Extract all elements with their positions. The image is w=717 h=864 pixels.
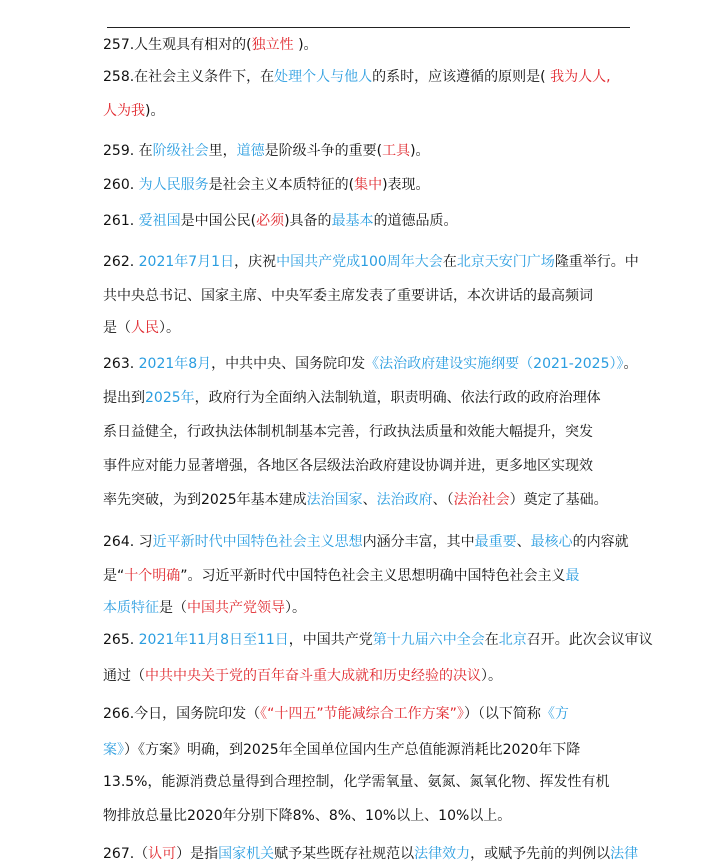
text-segment: )。	[410, 143, 430, 159]
answer-red: 独立性	[251, 37, 294, 53]
answer-red: 工具	[382, 143, 411, 159]
item-line	[103, 318, 648, 338]
answer-red: 中共中央关于党的百年奋斗重大成就和历史经验的决议	[145, 668, 481, 684]
item-line	[103, 422, 648, 442]
text-segment: )具备的	[284, 213, 332, 229]
text-segment: 263.	[103, 356, 139, 372]
text-segment: 是（	[103, 320, 131, 336]
text-segment: 266.今日，国务院印发（	[103, 706, 261, 722]
text-segment: 率先突破，为到2025年基本建成	[103, 492, 307, 508]
keyword-blue: 《法治政府建设实施纲要（2021-2025）》	[365, 356, 624, 372]
text-segment: 264. 习	[103, 534, 153, 550]
text-segment: 。	[623, 356, 638, 372]
text-segment: ”。习近平新时代中国特色社会主义思想明确中国特色社会主义	[180, 568, 566, 584]
text-segment: 在	[442, 254, 457, 270]
text-segment: 的内容就	[572, 534, 629, 550]
keyword-blue: 北京天安门广场	[456, 254, 555, 270]
text-segment: 的系时，应该遵循的原则是(	[372, 69, 546, 85]
text-segment: 里，	[208, 143, 237, 159]
text-segment: ，中国共产党	[288, 632, 373, 648]
text-segment: 隆重举行。中	[554, 254, 639, 270]
item-line	[103, 704, 648, 724]
text-segment: ）《方案》明确，到2025年全国单位国内生产总值能源消耗比2020年下降	[124, 742, 581, 758]
text-segment: ，中共中央、国务院印发	[211, 356, 366, 372]
keyword-blue: 2021年7月1日	[138, 254, 235, 270]
text-segment: )。	[145, 103, 165, 119]
answer-red: 人为我	[103, 103, 145, 119]
answer-red: 我为人人,	[545, 69, 611, 85]
keyword-blue: 法治政府	[376, 492, 433, 508]
top-rule	[107, 27, 630, 28]
keyword-blue: 最	[565, 568, 580, 584]
text-segment: 267.（	[103, 846, 149, 862]
keyword-blue: 最基本	[331, 213, 374, 229]
item-line	[103, 630, 653, 650]
keyword-blue: 最重要	[474, 534, 517, 550]
text-segment: 260.	[103, 177, 139, 193]
text-segment: 257.人生观具有相对的(	[103, 37, 252, 53]
item-line	[103, 740, 648, 760]
text-segment: 、	[362, 492, 377, 508]
text-segment: ）（以下简称	[463, 706, 541, 722]
item-line	[103, 354, 648, 374]
keyword-blue: 阶级社会	[152, 143, 209, 159]
text-segment: 是阶级斗争的重要(	[264, 143, 383, 159]
text-segment: ，或赋予先前的判例以	[470, 846, 611, 862]
keyword-blue: 处理个人与他人	[274, 69, 373, 85]
text-segment: 的道德品质。	[373, 213, 458, 229]
item-line	[103, 67, 648, 87]
text-segment: 是社会主义本质特征的(	[208, 177, 355, 193]
keyword-blue: 最核心	[530, 534, 573, 550]
text-segment: 262.	[103, 254, 139, 270]
item-line	[103, 35, 648, 55]
keyword-blue: 2021年8月	[138, 356, 212, 372]
keyword-blue: 爱祖国	[138, 213, 181, 229]
answer-red: 十个明确	[124, 568, 181, 584]
text-segment: 259. 在	[103, 143, 153, 159]
text-segment: )表现。	[382, 177, 430, 193]
text-segment: ，庆祝	[234, 254, 277, 270]
keyword-blue: 法治国家	[306, 492, 363, 508]
item-line	[103, 456, 648, 476]
item-line	[103, 772, 648, 792]
item-line	[103, 141, 648, 161]
answer-red: 集中	[354, 177, 383, 193]
answer-red: 法治社会	[453, 492, 510, 508]
answer-red: 认可	[148, 846, 177, 862]
text-segment: 系日益健全，行政执法体制机制基本完善，行政执法质量和效能大幅提升，突发	[103, 424, 593, 440]
keyword-blue: 道德	[236, 143, 265, 159]
text-segment: 内涵分丰富，其中	[362, 534, 475, 550]
text-segment: 265.	[103, 632, 139, 648]
text-segment: 通过（	[103, 668, 145, 684]
keyword-blue: 2025年	[145, 390, 195, 406]
keyword-blue: 《方	[540, 706, 569, 722]
text-segment: 是（	[159, 600, 187, 616]
text-segment: 、	[516, 534, 531, 550]
item-line	[103, 175, 648, 195]
answer-red: 《“十四五”节能减综合工作方案”》	[260, 706, 464, 722]
item-line	[103, 666, 648, 686]
keyword-blue: 北京	[498, 632, 527, 648]
item-line	[103, 286, 648, 306]
item-line	[103, 211, 648, 231]
text-segment: 是“	[103, 568, 125, 584]
text-segment: 、（	[432, 492, 454, 508]
keyword-blue: 案》	[103, 742, 124, 758]
text-segment: 提出到	[103, 390, 145, 406]
text-segment: 共中央总书记、国家主席、中央军委主席发表了重要讲话，本次讲话的最高频词	[103, 288, 593, 304]
item-line	[103, 252, 648, 272]
text-segment: 是中国公民(	[180, 213, 257, 229]
text-segment: ）奠定了基础。	[509, 492, 608, 508]
answer-red: 必须	[256, 213, 285, 229]
item-line	[103, 566, 648, 586]
keyword-blue: 近平新时代中国特色社会主义思想	[152, 534, 363, 550]
text-segment: ）。	[285, 600, 306, 616]
text-segment: 事件应对能力显著增强，各地区各层级法治政府建设协调并进，更多地区实现效	[103, 458, 593, 474]
keyword-blue: 法律	[610, 846, 639, 862]
text-segment: 在	[484, 632, 499, 648]
text-segment: ）。	[481, 668, 502, 684]
keyword-blue: 中国共产党成100周年大会	[276, 254, 443, 270]
keyword-blue: 国家机关	[218, 846, 275, 862]
answer-red: 人民	[131, 320, 159, 336]
text-segment: 13.5%，能源消费总量得到合理控制，化学需氧量、氨氮、氮氧化物、挥发性有机	[103, 774, 610, 790]
item-line	[103, 844, 648, 864]
item-line	[103, 598, 648, 618]
item-line	[103, 532, 648, 552]
keyword-blue: 第十九届六中全会	[372, 632, 485, 648]
item-line	[103, 490, 648, 510]
text-segment: ，政府行为全面纳入法制轨道，职责明确、依法行政的政府治理体	[194, 390, 601, 406]
keyword-blue: 法律效力	[414, 846, 471, 862]
answer-red: 中国共产党领导	[187, 600, 285, 616]
text-segment: ）是指	[176, 846, 219, 862]
item-line	[103, 388, 648, 408]
item-line	[103, 101, 648, 121]
text-segment: ）。	[159, 320, 180, 336]
keyword-blue: 2021年11月8日至11日	[138, 632, 289, 648]
text-segment: 召开。此次会议审议	[526, 632, 653, 648]
keyword-blue: 本质特征	[103, 600, 159, 616]
item-line	[103, 806, 648, 826]
text-segment: )。	[293, 37, 318, 53]
text-segment: 261.	[103, 213, 139, 229]
text-segment: 258.在社会主义条件下，在	[103, 69, 275, 85]
keyword-blue: 为人民服务	[138, 177, 209, 193]
text-segment: 物排放总量比2020年分别下降8%、8%、10%以上、10%以上。	[103, 808, 512, 824]
text-segment: 赋予某些既存社规范以	[274, 846, 415, 862]
